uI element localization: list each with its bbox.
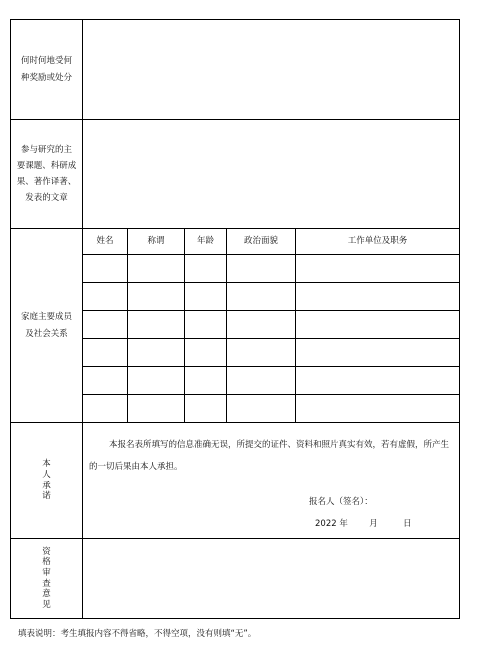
family-name-cell[interactable]: [83, 311, 128, 339]
family-name-cell[interactable]: [83, 367, 128, 395]
family-political-cell[interactable]: [227, 339, 296, 367]
pledge-text: 本报名表所填写的信息准确无误，所提交的证件、资料和照片真实有效，若有虚假，所产生的一切后果由本人承担。: [89, 440, 450, 472]
pledge-row: [11, 423, 460, 539]
family-workplace-cell[interactable]: [296, 339, 460, 367]
family-political-cell[interactable]: [227, 395, 296, 423]
pledge-label: 本 人 承 诺: [11, 423, 83, 539]
review-label: 资 格 审 查 意 见: [11, 539, 83, 619]
family-label: 家庭主要成员 及社会关系: [11, 229, 83, 423]
family-workplace-cell[interactable]: [296, 395, 460, 423]
family-workplace-cell[interactable]: [296, 367, 460, 395]
pledge-content: [83, 423, 460, 539]
family-relation-cell[interactable]: [128, 311, 185, 339]
family-age-cell[interactable]: [185, 395, 227, 423]
family-political-cell[interactable]: [227, 367, 296, 395]
awards-label: 何时何地受何 种奖励或处分: [11, 20, 83, 120]
family-header-row: [11, 229, 460, 255]
family-relation-cell[interactable]: [128, 255, 185, 283]
family-header-name: 姓名: [83, 229, 128, 255]
family-age-cell[interactable]: [185, 283, 227, 311]
date-month: 月: [369, 519, 378, 529]
family-workplace-cell[interactable]: [296, 283, 460, 311]
family-name-cell[interactable]: [83, 255, 128, 283]
family-relation-cell[interactable]: [128, 367, 185, 395]
family-age-cell[interactable]: [185, 311, 227, 339]
family-header-age: 年龄: [185, 229, 227, 255]
family-name-cell[interactable]: [83, 283, 128, 311]
research-row: [11, 120, 460, 229]
family-age-cell[interactable]: [185, 367, 227, 395]
family-name-cell[interactable]: [83, 395, 128, 423]
family-political-cell[interactable]: [227, 311, 296, 339]
registration-form-table: [10, 19, 460, 619]
family-political-cell[interactable]: [227, 283, 296, 311]
review-input[interactable]: [83, 539, 460, 619]
family-workplace-cell[interactable]: [296, 311, 460, 339]
awards-row: [11, 20, 460, 120]
research-label: 参与研究的主 要课题、科研成 果、著作译著、 发表的文章: [11, 120, 83, 229]
family-relation-cell[interactable]: [128, 339, 185, 367]
date-day: 日: [403, 519, 412, 529]
family-age-cell[interactable]: [185, 255, 227, 283]
form-footnote: 填表说明：考生填报内容不得省略，不得空项，没有则填“无”。: [18, 629, 257, 639]
research-input[interactable]: [83, 120, 460, 229]
family-workplace-cell[interactable]: [296, 255, 460, 283]
family-political-cell[interactable]: [227, 255, 296, 283]
family-age-cell[interactable]: [185, 339, 227, 367]
review-row: [11, 539, 460, 619]
date-line: [315, 516, 412, 532]
family-relation-cell[interactable]: [128, 395, 185, 423]
family-header-relation: 称谓: [128, 229, 185, 255]
family-name-cell[interactable]: [83, 339, 128, 367]
signer-label: 报名人（签名）：: [309, 497, 373, 507]
awards-input[interactable]: [83, 20, 460, 120]
date-year: 2022 年: [315, 519, 348, 529]
family-header-political-status: 政治面貌: [227, 229, 296, 255]
family-relation-cell[interactable]: [128, 283, 185, 311]
family-header-workplace: 工作单位及职务: [296, 229, 460, 255]
